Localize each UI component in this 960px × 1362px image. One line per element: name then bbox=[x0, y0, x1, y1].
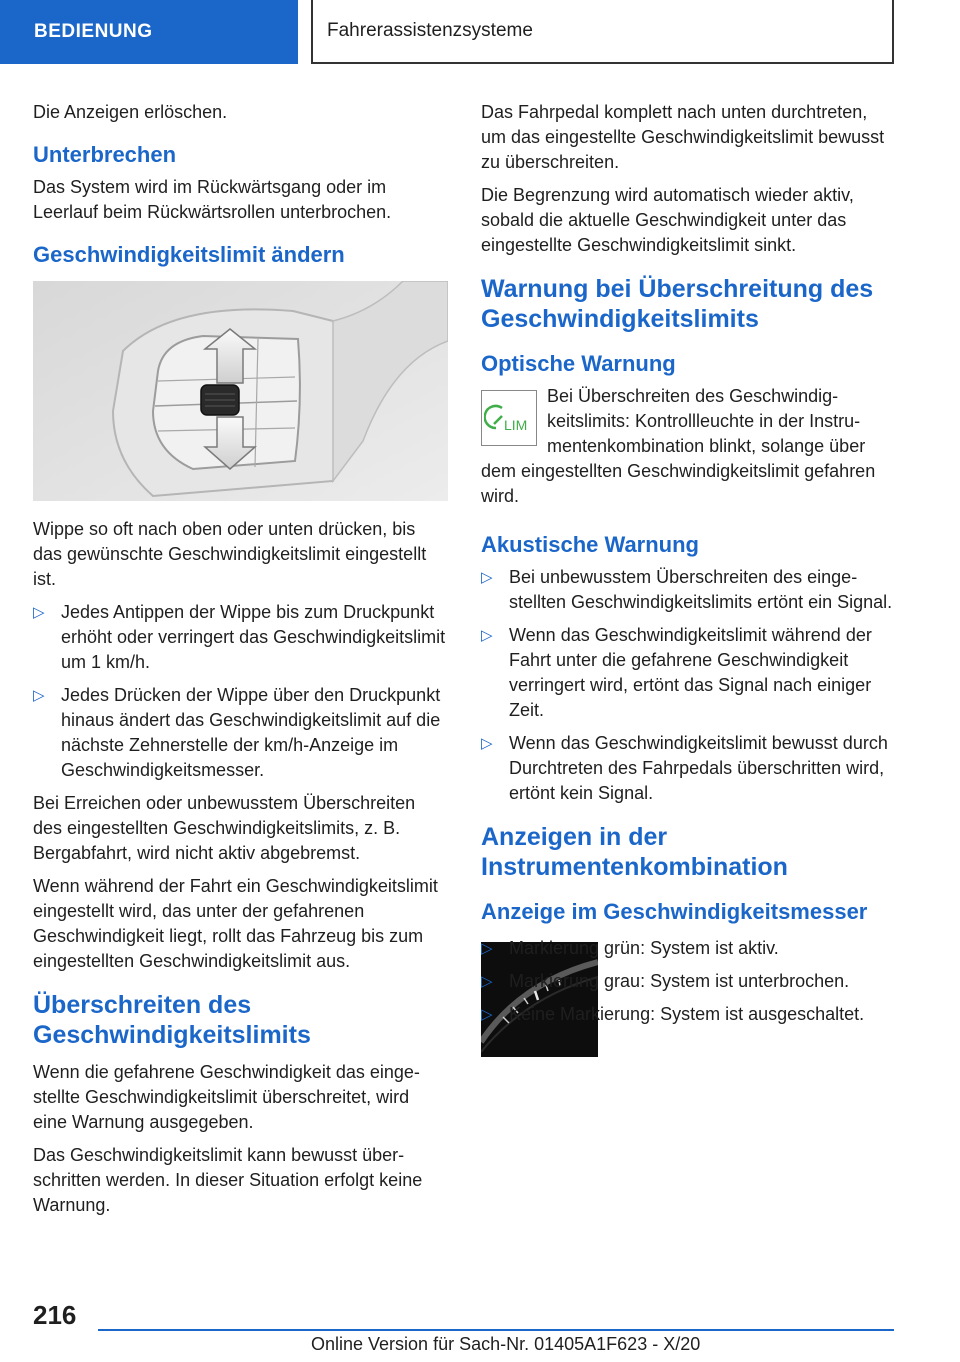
list-item-text: Jedes Antippen der Wippe bis zum Druckpunkt erhöht oder verringert das Geschwindigkeitslimit um 1 km/h. bbox=[61, 602, 446, 672]
page-number: 216 bbox=[33, 1300, 77, 1330]
footer-divider bbox=[98, 1329, 894, 1331]
list-item-text: Markierung grau: System ist unterbrochen. bbox=[509, 971, 850, 991]
wippe-bullet-list bbox=[33, 600, 448, 783]
list-item-text: Jedes Drücken der Wippe über den Druckpunkt hinaus ändert das Geschwindigkeitslimit auf die nächste Zehnerstelle der km/h-Anzeige im Geschwindigkeitsmesser. bbox=[61, 685, 441, 780]
triangle-bullet-icon: ▷ bbox=[481, 735, 493, 752]
list-item bbox=[481, 1002, 897, 1027]
anzeige-bullet-list bbox=[481, 936, 897, 1027]
fahrpedal-text: Das Fahrpedal komplett nach unten durchtreten, um das eingestellte Geschwindigkeitslimit bewusst zu überschreiten. bbox=[481, 102, 885, 172]
wippe-text: Wippe so oft nach oben oder unten drücken, bis das gewünschte Geschwindigkeitslimit eingestellt ist. bbox=[33, 519, 427, 589]
heading-optische-warnung: Optische Warnung bbox=[481, 351, 676, 376]
speed-limit-lamp-icon bbox=[484, 398, 534, 438]
triangle-bullet-icon: ▷ bbox=[33, 604, 45, 621]
right-column bbox=[481, 100, 897, 1035]
footer-online-version: Online Version für Sach-Nr. 01405A1F623 - X/20 bbox=[311, 1334, 701, 1354]
list-item bbox=[481, 731, 897, 806]
left-column bbox=[33, 100, 448, 1226]
list-item-text: Keine Markierung: System ist ausgeschaltet. bbox=[509, 1004, 865, 1024]
erreichen-text: Bei Erreichen oder unbewusstem Überschreiten des eingestellten Geschwindigkeitslimits, z. B. Bergabfahrt, wird nicht aktiv abgebremst. bbox=[33, 793, 416, 863]
list-item-text: Markierung grün: System ist aktiv. bbox=[509, 938, 779, 958]
heading-unterbrechen: Unterbrechen bbox=[33, 142, 177, 167]
steering-wheel-rocker-illustration bbox=[33, 281, 448, 501]
list-item bbox=[481, 565, 897, 615]
heading-limit-aendern: Geschwindigkeitslimit ändern bbox=[33, 242, 345, 267]
list-item-text: Wenn das Geschwindigkeitslimit bewusst durch Durchtreten des Fahrpedals überschritten wird, ertönt kein Signal. bbox=[509, 733, 888, 803]
ueberschreiten-text-2: Das Geschwindigkeitslimit kann bewusst überschritten werden. In dieser Situation erfolgt keine Warnung. bbox=[33, 1145, 423, 1215]
heading-anzeige-geschwindigkeitsmesser: Anzeige im Geschwindigkeitsmesser bbox=[481, 899, 868, 924]
ueberschreiten-text-1: Wenn die gefahrene Geschwindigkeit das eingestellte Geschwindigkeitslimit überschreitet, wird eine Warnung ausgegeben. bbox=[33, 1062, 420, 1132]
list-item-text: Wenn das Geschwindigkeitslimit während der Fahrt unter die gefahrene Geschwindigkeit verringert wird, ertönt das Signal nach einiger Zeit. bbox=[509, 625, 872, 720]
list-item bbox=[33, 600, 448, 675]
list-item bbox=[481, 969, 897, 994]
list-item bbox=[481, 936, 897, 961]
list-item-text: Bei unbewusstem Überschreiten des eingestellten Geschwindigkeitslimits ertönt ein Signal. bbox=[509, 567, 893, 612]
intro-text: Die Anzeigen erlöschen. bbox=[33, 102, 228, 122]
begrenzung-text: Die Begrenzung wird automatisch wieder aktiv, sobald die aktuelle Geschwindigkeit unter das eingestellte Geschwindigkeitslimit sinkt. bbox=[481, 185, 854, 255]
heading-warnung: Warnung bei Überschreitung des Geschwindigkeitslimits bbox=[481, 275, 874, 333]
triangle-bullet-icon: ▷ bbox=[33, 687, 45, 704]
chapter-title: Fahrerassistenzsysteme bbox=[311, 0, 894, 64]
optische-warnung-text: Bei Überschreiten des Geschwindigkeitslimits: Kontrollleuchte in der Instrumentenkombination blinkt, solange über dem eingestellten Geschwindigkeitslimit gefahren wird. bbox=[481, 386, 876, 506]
lim-warning-icon bbox=[481, 390, 537, 446]
speedometer-block bbox=[481, 936, 897, 1027]
unterbrechen-text: Das System wird im Rückwärtsgang oder im Leerlauf beim Rückwärtsrollen unterbrochen. bbox=[33, 177, 392, 222]
triangle-bullet-icon: ▷ bbox=[481, 1006, 493, 1023]
triangle-bullet-icon: ▷ bbox=[481, 627, 493, 644]
fahrt-text: Wenn während der Fahrt ein Geschwindigkeitslimit eingestellt wird, das unter der gefahrenen Geschwindigkeit liegt, rollt das Fahrzeug bis zum eingestellten Geschwindigkeitslimit aus. bbox=[33, 876, 438, 971]
list-item bbox=[33, 683, 448, 783]
optische-warnung-block bbox=[481, 384, 897, 509]
triangle-bullet-icon: ▷ bbox=[481, 940, 493, 957]
akustisch-bullet-list bbox=[481, 565, 897, 806]
heading-ueberschreiten: Überschreiten des Geschwindigkeitslimits bbox=[33, 991, 311, 1049]
triangle-bullet-icon: ▷ bbox=[481, 973, 493, 990]
list-item bbox=[481, 623, 897, 723]
heading-anzeigen: Anzeigen in der Instrumentenkombination bbox=[481, 823, 788, 881]
section-tab: BEDIENUNG bbox=[0, 0, 298, 64]
heading-akustische-warnung: Akustische Warnung bbox=[481, 532, 699, 557]
lim-icon-label: LIM bbox=[504, 417, 528, 433]
triangle-bullet-icon: ▷ bbox=[481, 569, 493, 586]
